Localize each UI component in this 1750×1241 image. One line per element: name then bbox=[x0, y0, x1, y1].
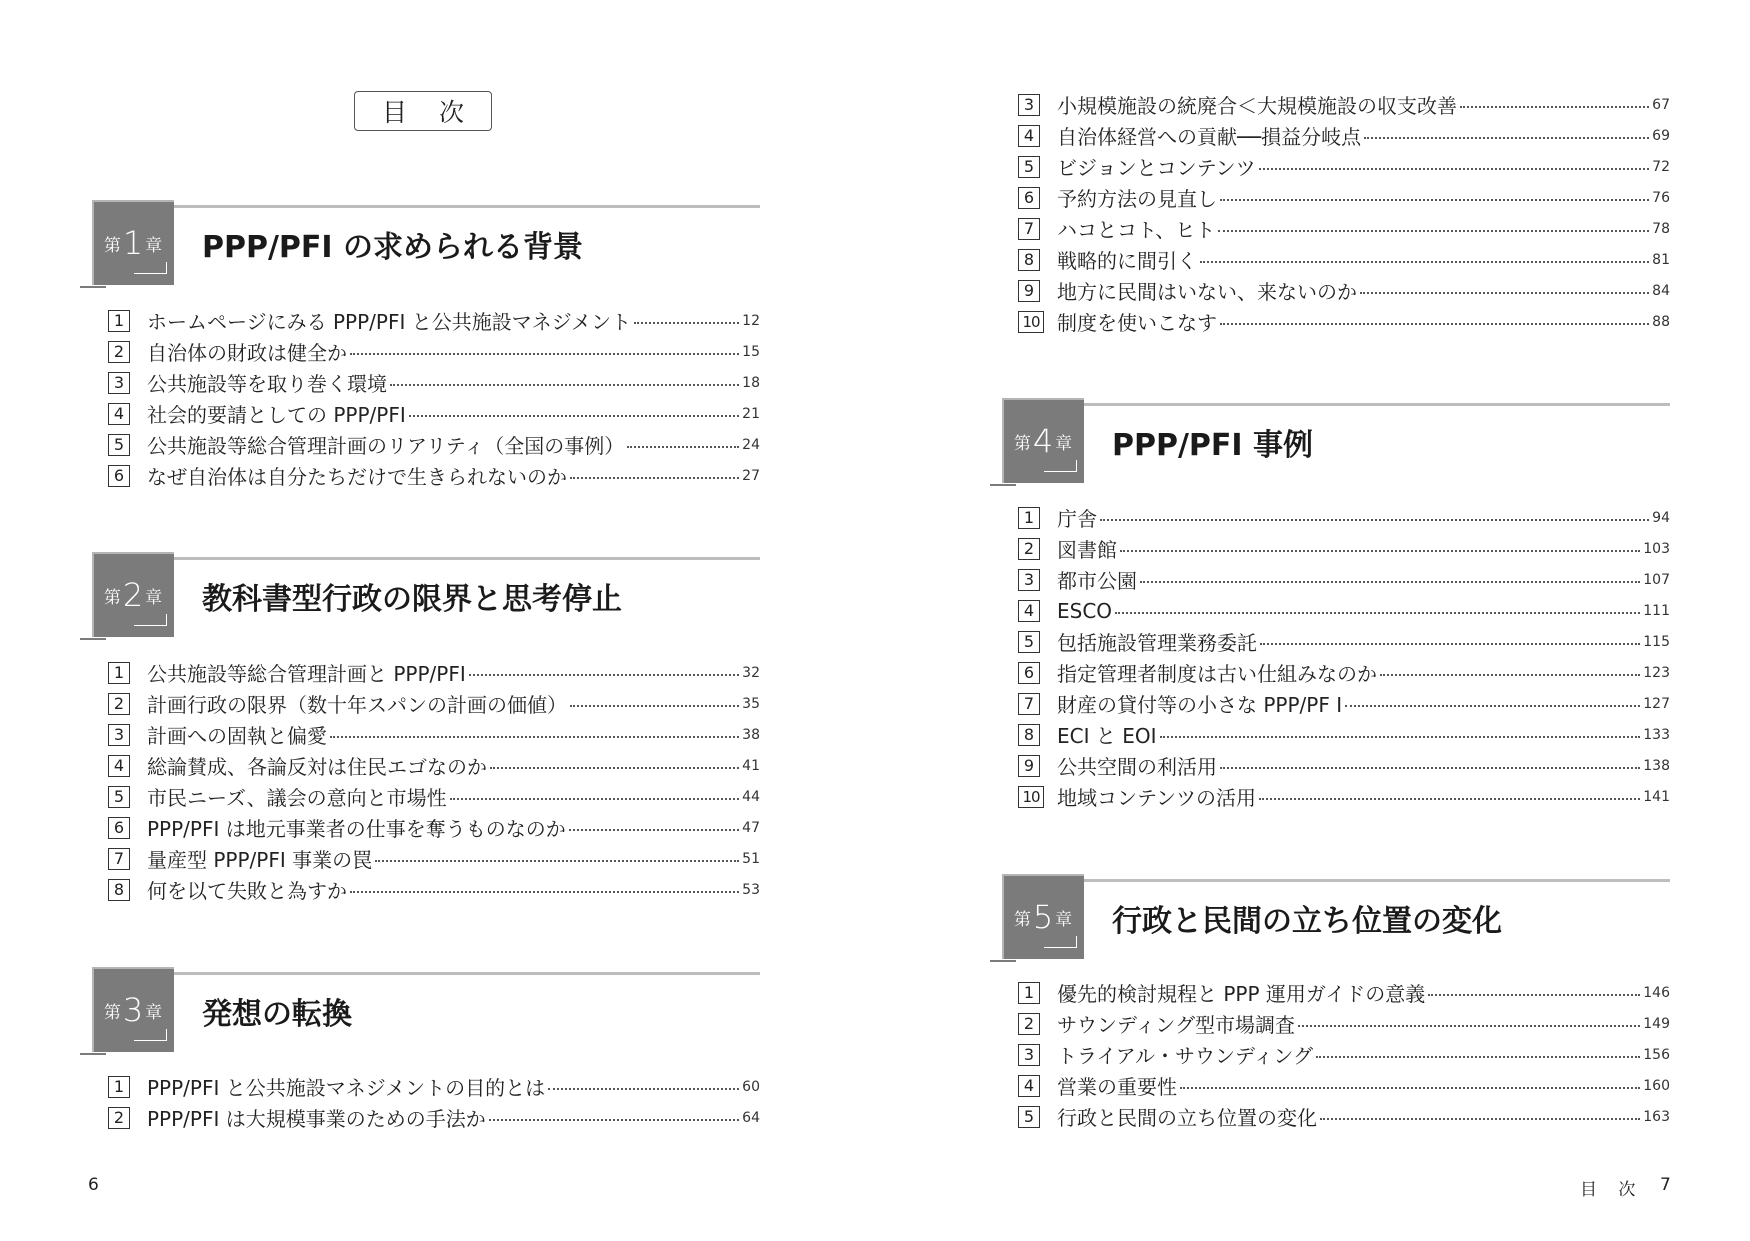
item-title: 公共空間の利活用 bbox=[1057, 755, 1217, 779]
item-page: 32 bbox=[742, 664, 760, 681]
toc-item[interactable] bbox=[108, 367, 760, 398]
dot-leader bbox=[1259, 168, 1650, 170]
chapter-box-tail bbox=[990, 960, 1016, 962]
toc-item[interactable] bbox=[1018, 1101, 1670, 1132]
item-page: 107 bbox=[1643, 571, 1670, 588]
dot-leader bbox=[490, 767, 739, 769]
item-title: 庁舎 bbox=[1057, 507, 1097, 531]
item-title: 何を以て失敗と為すか bbox=[147, 879, 347, 903]
item-title: ビジョンとコンテンツ bbox=[1057, 156, 1256, 180]
chapter-title: PPP/PFI 事例 bbox=[1112, 428, 1314, 463]
item-title: 市民ニーズ、議会の意向と市場性 bbox=[147, 786, 447, 810]
item-number: 8 bbox=[108, 879, 130, 901]
item-page: 127 bbox=[1643, 695, 1670, 712]
item-page: 38 bbox=[742, 726, 760, 743]
chapter-4 bbox=[990, 398, 1670, 810]
dot-leader bbox=[570, 705, 739, 707]
item-number: 4 bbox=[1018, 1075, 1040, 1097]
item-title: PPP/PFI は大規模事業のための手法か bbox=[147, 1107, 486, 1131]
dot-leader bbox=[1364, 137, 1649, 139]
item-page: 15 bbox=[742, 343, 760, 360]
chapter-5-items bbox=[1018, 977, 1670, 1132]
chapter-number: 5 bbox=[1032, 897, 1054, 936]
item-title: ホームページにみる PPP/PFI と公共施設マネジメント bbox=[147, 310, 632, 334]
dot-leader bbox=[1345, 705, 1640, 707]
item-page: 12 bbox=[742, 312, 760, 329]
item-title: 予約方法の見直し bbox=[1057, 187, 1217, 211]
item-title: ハコとコト、ヒト bbox=[1057, 218, 1216, 242]
toc-item[interactable] bbox=[108, 398, 760, 429]
item-page: 51 bbox=[742, 850, 760, 867]
dot-leader bbox=[1220, 323, 1649, 325]
page-number: 6 bbox=[88, 1175, 99, 1195]
item-title: PPP/PFI は地元事業者の仕事を奪うものなのか bbox=[147, 817, 566, 841]
chapter-2 bbox=[80, 552, 760, 903]
item-title: 戦略的に間引く bbox=[1057, 249, 1197, 273]
chapter-title: PPP/PFI の求められる背景 bbox=[202, 230, 584, 265]
dot-leader bbox=[350, 353, 739, 355]
dot-leader bbox=[1320, 1118, 1640, 1120]
item-title: 地方に民間はいない、来ないのか bbox=[1057, 280, 1357, 304]
chapter-suffix: 章 bbox=[1055, 910, 1073, 930]
chapter-rule bbox=[1076, 879, 1670, 882]
dot-leader bbox=[1428, 994, 1640, 996]
toc-item[interactable] bbox=[108, 657, 760, 688]
item-page: 44 bbox=[742, 788, 760, 805]
chapter-title: 行政と民間の立ち位置の変化 bbox=[1112, 904, 1502, 939]
item-page: 133 bbox=[1643, 726, 1670, 743]
dot-leader bbox=[350, 891, 739, 893]
toc-item[interactable] bbox=[108, 336, 760, 367]
dot-leader bbox=[390, 384, 739, 386]
page-number: 7 bbox=[1660, 1175, 1671, 1195]
chapter-header[interactable] bbox=[990, 874, 1670, 972]
item-number: 1 bbox=[108, 1076, 130, 1098]
item-title: 制度を使いこなす bbox=[1057, 311, 1217, 335]
item-number: 7 bbox=[1018, 218, 1040, 240]
item-number: 5 bbox=[108, 786, 130, 808]
toc-item[interactable] bbox=[1018, 688, 1670, 719]
toc-item[interactable] bbox=[1018, 244, 1670, 275]
toc-item[interactable] bbox=[1018, 595, 1670, 626]
toc-item[interactable] bbox=[1018, 1039, 1670, 1070]
chapter-1 bbox=[80, 200, 760, 489]
item-title: 公共施設等総合管理計画のリアリティ（全国の事例） bbox=[147, 434, 625, 458]
dot-leader bbox=[634, 322, 739, 324]
chapter-1-items bbox=[108, 305, 760, 491]
item-page: 81 bbox=[1652, 251, 1670, 268]
toc-item[interactable] bbox=[1018, 120, 1670, 151]
chapter-rule bbox=[166, 205, 760, 208]
item-title: 行政と民間の立ち位置の変化 bbox=[1057, 1106, 1317, 1130]
chapter-box-corner bbox=[1044, 460, 1077, 472]
item-page: 72 bbox=[1652, 158, 1670, 175]
dot-leader bbox=[1316, 1056, 1640, 1058]
item-page: 146 bbox=[1643, 984, 1670, 1001]
item-number: 2 bbox=[108, 1107, 130, 1129]
toc-item[interactable] bbox=[1018, 89, 1670, 120]
item-number: 4 bbox=[108, 755, 130, 777]
chapter-rule bbox=[1076, 403, 1670, 406]
item-page: 149 bbox=[1643, 1015, 1670, 1032]
toc-item[interactable] bbox=[108, 460, 760, 491]
chapter-rule bbox=[166, 972, 760, 975]
dot-leader bbox=[1360, 292, 1649, 294]
toc-item[interactable] bbox=[1018, 781, 1670, 812]
item-page: 138 bbox=[1643, 757, 1670, 774]
item-number: 5 bbox=[1018, 631, 1040, 653]
dot-leader bbox=[1120, 550, 1640, 552]
chapter-suffix: 章 bbox=[1055, 434, 1073, 454]
item-title: 指定管理者制度は古い仕組みなのか bbox=[1057, 662, 1377, 686]
dot-leader bbox=[570, 477, 739, 479]
item-page: 156 bbox=[1643, 1046, 1670, 1063]
item-number: 9 bbox=[1018, 280, 1040, 302]
item-title: サウンディング型市場調査 bbox=[1057, 1013, 1295, 1037]
toc-item[interactable] bbox=[1018, 977, 1670, 1008]
chapter-prefix: 第 bbox=[103, 1003, 121, 1023]
dot-leader bbox=[469, 674, 739, 676]
chapter-suffix: 章 bbox=[145, 588, 163, 608]
item-number: 2 bbox=[1018, 538, 1040, 560]
toc-title: 目 次 bbox=[354, 91, 492, 131]
item-number: 1 bbox=[108, 662, 130, 684]
toc-item[interactable] bbox=[108, 305, 760, 336]
item-number: 8 bbox=[1018, 249, 1040, 271]
chapter-3 bbox=[80, 967, 760, 1131]
item-page: 163 bbox=[1643, 1108, 1670, 1125]
toc-item[interactable] bbox=[108, 1071, 760, 1102]
chapter-box-tail bbox=[990, 484, 1016, 486]
toc-item[interactable] bbox=[1018, 306, 1670, 337]
dot-leader bbox=[1200, 261, 1649, 263]
chapter-number-box bbox=[92, 552, 174, 637]
item-number: 1 bbox=[1018, 507, 1040, 529]
dot-leader bbox=[569, 829, 739, 831]
chapter-suffix: 章 bbox=[145, 236, 163, 256]
dot-leader bbox=[1259, 798, 1640, 800]
dot-leader bbox=[375, 860, 739, 862]
dot-leader bbox=[1220, 767, 1640, 769]
item-number: 6 bbox=[1018, 662, 1040, 684]
chapter-number-box bbox=[92, 200, 174, 285]
item-page: 141 bbox=[1643, 788, 1670, 805]
item-number: 2 bbox=[108, 693, 130, 715]
dot-leader bbox=[409, 415, 739, 417]
chapter-box-tail bbox=[80, 638, 106, 640]
item-title: 社会的要請としての PPP/PFI bbox=[147, 403, 406, 427]
item-title: 地域コンテンツの活用 bbox=[1057, 786, 1256, 810]
dot-leader bbox=[1115, 612, 1640, 614]
dot-leader bbox=[548, 1088, 739, 1090]
item-page: 35 bbox=[742, 695, 760, 712]
chapter-header[interactable] bbox=[990, 398, 1670, 496]
chapter-4-items bbox=[1018, 502, 1670, 812]
item-number: 4 bbox=[108, 403, 130, 425]
toc-item[interactable] bbox=[1018, 275, 1670, 306]
item-page: 115 bbox=[1643, 633, 1670, 650]
item-title: 量産型 PPP/PFI 事業の罠 bbox=[147, 848, 373, 872]
dot-leader bbox=[1180, 1087, 1640, 1089]
chapter-5 bbox=[990, 874, 1670, 1130]
toc-item[interactable] bbox=[1018, 626, 1670, 657]
item-number: 3 bbox=[108, 724, 130, 746]
toc-item[interactable] bbox=[108, 429, 760, 460]
dot-leader bbox=[1380, 674, 1640, 676]
item-title: 自治体の財政は健全か bbox=[147, 341, 347, 365]
dot-leader bbox=[1298, 1025, 1640, 1027]
item-page: 111 bbox=[1643, 602, 1670, 619]
item-page: 69 bbox=[1652, 127, 1670, 144]
toc-item[interactable] bbox=[1018, 564, 1670, 595]
toc-item[interactable] bbox=[108, 781, 760, 812]
item-number: 10 bbox=[1018, 786, 1044, 808]
item-page: 18 bbox=[742, 374, 760, 391]
item-title: 公共施設等を取り巻く環境 bbox=[147, 372, 387, 396]
toc-item[interactable] bbox=[108, 874, 760, 905]
item-page: 64 bbox=[742, 1109, 760, 1126]
dot-leader bbox=[1100, 519, 1649, 521]
item-number: 8 bbox=[1018, 724, 1040, 746]
item-number: 10 bbox=[1018, 311, 1044, 333]
item-page: 41 bbox=[742, 757, 760, 774]
item-page: 78 bbox=[1652, 220, 1670, 237]
item-number: 5 bbox=[1018, 1106, 1040, 1128]
item-number: 5 bbox=[108, 434, 130, 456]
dot-leader bbox=[330, 736, 739, 738]
chapter-title: 教科書型行政の限界と思考停止 bbox=[202, 582, 622, 617]
item-title: 営業の重要性 bbox=[1057, 1075, 1177, 1099]
item-page: 76 bbox=[1652, 189, 1670, 206]
chapter-2-items bbox=[108, 657, 760, 905]
chapter-header[interactable] bbox=[80, 200, 760, 298]
item-page: 53 bbox=[742, 881, 760, 898]
item-title: 都市公園 bbox=[1057, 569, 1137, 593]
item-title: 計画への固執と偏愛 bbox=[147, 724, 327, 748]
item-title: 図書館 bbox=[1057, 538, 1117, 562]
item-page: 27 bbox=[742, 467, 760, 484]
item-page: 24 bbox=[742, 436, 760, 453]
chapter-number-box bbox=[1002, 874, 1084, 959]
dot-leader bbox=[489, 1119, 739, 1121]
chapter-number: 1 bbox=[122, 223, 144, 262]
chapter-3-items bbox=[108, 1071, 760, 1133]
item-title: 総論賛成、各論反対は住民エゴなのか bbox=[147, 755, 487, 779]
toc-item[interactable] bbox=[108, 843, 760, 874]
chapter-box-corner bbox=[1044, 936, 1077, 948]
item-number: 6 bbox=[108, 817, 130, 839]
item-page: 160 bbox=[1643, 1077, 1670, 1094]
item-number: 3 bbox=[108, 372, 130, 394]
chapter-number: 2 bbox=[122, 575, 144, 614]
item-page: 123 bbox=[1643, 664, 1670, 681]
item-number: 3 bbox=[1018, 1044, 1040, 1066]
chapter-number-box bbox=[1002, 398, 1084, 483]
toc-item[interactable] bbox=[1018, 1008, 1670, 1039]
item-title: 包括施設管理業務委託 bbox=[1057, 631, 1257, 655]
item-title: 財産の貸付等の小さな PPP/PF I bbox=[1057, 693, 1343, 717]
item-number: 4 bbox=[1018, 600, 1040, 622]
item-title: PPP/PFI と公共施設マネジメントの目的とは bbox=[147, 1076, 546, 1100]
chapter-box-corner bbox=[134, 1029, 167, 1041]
item-title: ESCO bbox=[1057, 598, 1113, 623]
toc-item[interactable] bbox=[108, 719, 760, 750]
item-page: 47 bbox=[742, 819, 760, 836]
dot-leader bbox=[1160, 736, 1641, 738]
chapter-number: 3 bbox=[122, 990, 144, 1029]
item-page: 94 bbox=[1652, 509, 1670, 526]
item-page: 60 bbox=[742, 1078, 760, 1095]
item-page: 84 bbox=[1652, 282, 1670, 299]
chapter-rule bbox=[166, 557, 760, 560]
item-number: 7 bbox=[108, 848, 130, 870]
right-page bbox=[875, 0, 1750, 1241]
chapter-suffix: 章 bbox=[145, 1003, 163, 1023]
toc-item[interactable] bbox=[108, 1102, 760, 1133]
item-page: 88 bbox=[1652, 313, 1670, 330]
item-number: 1 bbox=[1018, 982, 1040, 1004]
dot-leader bbox=[1220, 199, 1649, 201]
chapter-prefix: 第 bbox=[103, 588, 121, 608]
toc-item[interactable] bbox=[1018, 750, 1670, 781]
item-page: 21 bbox=[742, 405, 760, 422]
item-number: 3 bbox=[1018, 94, 1040, 116]
item-number: 7 bbox=[1018, 693, 1040, 715]
toc-item[interactable] bbox=[108, 750, 760, 781]
item-number: 1 bbox=[108, 310, 130, 332]
toc-item[interactable] bbox=[1018, 533, 1670, 564]
chapter-prefix: 第 bbox=[1013, 910, 1031, 930]
item-title: 自治体経営への貢献──損益分岐点 bbox=[1057, 125, 1362, 149]
toc-item[interactable] bbox=[1018, 151, 1670, 182]
item-number: 5 bbox=[1018, 156, 1040, 178]
item-title: 計画行政の限界（数十年スパンの計画の価値） bbox=[147, 693, 567, 717]
dot-leader bbox=[1260, 643, 1640, 645]
dot-leader bbox=[627, 446, 739, 448]
item-title: 公共施設等総合管理計画と PPP/PFI bbox=[147, 662, 466, 686]
chapter-title: 発想の転換 bbox=[202, 997, 352, 1032]
item-title: トライアル・サウンディング bbox=[1057, 1044, 1313, 1068]
item-number: 3 bbox=[1018, 569, 1040, 591]
dot-leader bbox=[450, 798, 740, 800]
toc-item[interactable] bbox=[108, 812, 760, 843]
item-number: 6 bbox=[108, 465, 130, 487]
item-number: 2 bbox=[1018, 1013, 1040, 1035]
chapter-header[interactable] bbox=[80, 552, 760, 650]
item-number: 4 bbox=[1018, 125, 1040, 147]
chapter-number-box bbox=[92, 967, 174, 1052]
toc-item[interactable] bbox=[1018, 657, 1670, 688]
toc-item[interactable] bbox=[1018, 719, 1670, 750]
dot-leader bbox=[1140, 581, 1640, 583]
toc-item[interactable] bbox=[108, 688, 760, 719]
item-number: 2 bbox=[108, 341, 130, 363]
item-page: 103 bbox=[1643, 540, 1670, 557]
chapter-number: 4 bbox=[1032, 421, 1054, 460]
chapter-header[interactable] bbox=[80, 967, 760, 1065]
toc-item[interactable] bbox=[1018, 1070, 1670, 1101]
chapter-box-tail bbox=[80, 1053, 106, 1055]
toc-item[interactable] bbox=[1018, 213, 1670, 244]
chapter-box-corner bbox=[134, 614, 167, 626]
running-head: 目 次 bbox=[1580, 1180, 1644, 1200]
item-title: ECI と EOI bbox=[1057, 724, 1157, 748]
item-number: 6 bbox=[1018, 187, 1040, 209]
chapter-3-continued-items bbox=[1018, 89, 1670, 337]
chapter-box-corner bbox=[134, 262, 167, 274]
item-title: 優先的検討規程と PPP 運用ガイドの意義 bbox=[1057, 982, 1426, 1006]
item-title: 小規模施設の統廃合＜大規模施設の収支改善 bbox=[1057, 94, 1457, 118]
toc-item[interactable] bbox=[1018, 502, 1670, 533]
chapter-prefix: 第 bbox=[103, 236, 121, 256]
item-number: 9 bbox=[1018, 755, 1040, 777]
item-page: 67 bbox=[1652, 96, 1670, 113]
chapter-prefix: 第 bbox=[1013, 434, 1031, 454]
dot-leader bbox=[1460, 106, 1649, 108]
toc-item[interactable] bbox=[1018, 182, 1670, 213]
chapter-box-tail bbox=[80, 286, 106, 288]
dot-leader bbox=[1218, 230, 1649, 232]
item-title: なぜ自治体は自分たちだけで生きられないのか bbox=[147, 465, 567, 489]
